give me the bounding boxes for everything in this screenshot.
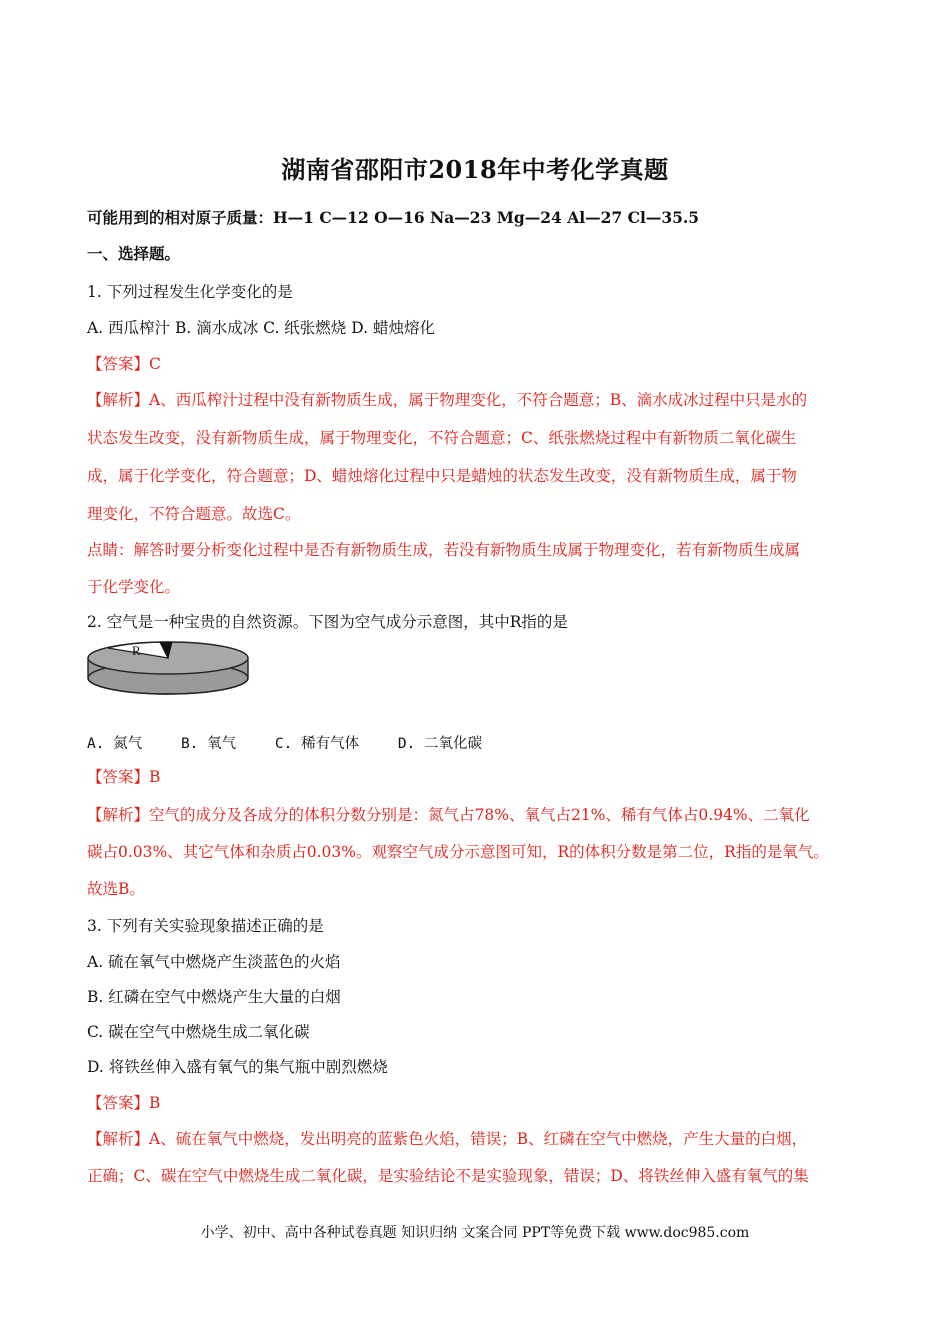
air-composition-pie-figure — [86, 640, 250, 702]
q2-stem: 2. 空气是一种宝贵的自然资源。下图为空气成分示意图，其中R指的是 — [87, 613, 568, 631]
q2-option-d: D. 二氧化碳 — [397, 736, 483, 752]
page-footer: 小学、初中、高中各种试卷真题 知识归纳 文案合同 PPT等免费下载 www.doc985.com — [200, 1225, 750, 1241]
q2-option-b: B. 氧气 — [180, 736, 237, 752]
q3-option-c: C. 碳在空气中燃烧生成二氧化碳 — [87, 1023, 310, 1041]
atomic-mass-line: 可能用到的相对原子质量：H—1 C—12 O—16 Na—23 Mg—24 Al—27 Cl—35.5 — [87, 208, 700, 227]
q2-options — [87, 734, 877, 754]
q1-answer: 【答案】C — [87, 355, 161, 373]
q2-analysis-line: 【解析】空气的成分及各成分的体积分数分别是：氮气占78%、氧气占21%、稀有气体占0.94%、二氧化 — [87, 806, 810, 824]
q2-option-c: C. 稀有气体 — [274, 736, 360, 752]
page-title: 湖南省邵阳市2018年中考化学真题 — [281, 155, 669, 184]
pie-label-r: R — [132, 643, 141, 658]
q2-option-a: A. 氮气 — [87, 736, 143, 752]
q3-option-b: B. 红磷在空气中燃烧产生大量的白烟 — [87, 988, 341, 1006]
section-heading: 一、选择题。 — [87, 244, 181, 263]
q3-analysis-line: 【解析】A、硫在氧气中燃烧，发出明亮的蓝紫色火焰，错误；B、红磷在空气中燃烧，产生大量的白烟， — [87, 1130, 808, 1148]
q1-tip-line: 点睛：解答时要分析变化过程中是否有新物质生成，若没有新物质生成属于物理变化，若有新物质生成属 — [87, 541, 801, 559]
q3-answer: 【答案】B — [87, 1094, 161, 1112]
q1-tip-line: 于化学变化。 — [87, 578, 181, 596]
q1-analysis-line: 状态发生改变，没有新物质生成，属于物理变化，不符合题意；C、纸张燃烧过程中有新物质二氧化碳生 — [87, 429, 797, 447]
q2-answer: 【答案】B — [87, 768, 161, 786]
q2-analysis-line: 碳占0.03%、其它气体和杂质占0.03%。观察空气成分示意图可知，R的体积分数是第二位，R指的是氧气。 — [87, 843, 829, 861]
q1-analysis-line: 理变化，不符合题意。故选C。 — [87, 505, 301, 523]
q3-stem: 3. 下列有关实验现象描述正确的是 — [87, 917, 324, 935]
q2-analysis-line: 故选B。 — [87, 880, 145, 898]
q1-analysis-line: 成，属于化学变化，符合题意；D、蜡烛熔化过程中只是蜡烛的状态发生改变，没有新物质生成，属于物 — [87, 467, 797, 485]
q3-analysis-line: 正确；C、碳在空气中燃烧生成二氧化碳，是实验结论不是实验现象，错误；D、将铁丝伸入盛有氧气的集 — [87, 1167, 809, 1185]
q1-analysis-line: 【解析】A、西瓜榨汁过程中没有新物质生成，属于物理变化，不符合题意；B、滴水成冰过程中只是水的 — [87, 391, 808, 409]
q1-stem: 1. 下列过程发生化学变化的是 — [87, 283, 293, 301]
q1-options: A. 西瓜榨汁 B. 滴水成冰 C. 纸张燃烧 D. 蜡烛熔化 — [87, 319, 435, 337]
q3-option-a: A. 硫在氧气中燃烧产生淡蓝色的火焰 — [87, 953, 341, 971]
q3-option-d: D. 将铁丝伸入盛有氧气的集气瓶中剧烈燃烧 — [87, 1058, 388, 1076]
